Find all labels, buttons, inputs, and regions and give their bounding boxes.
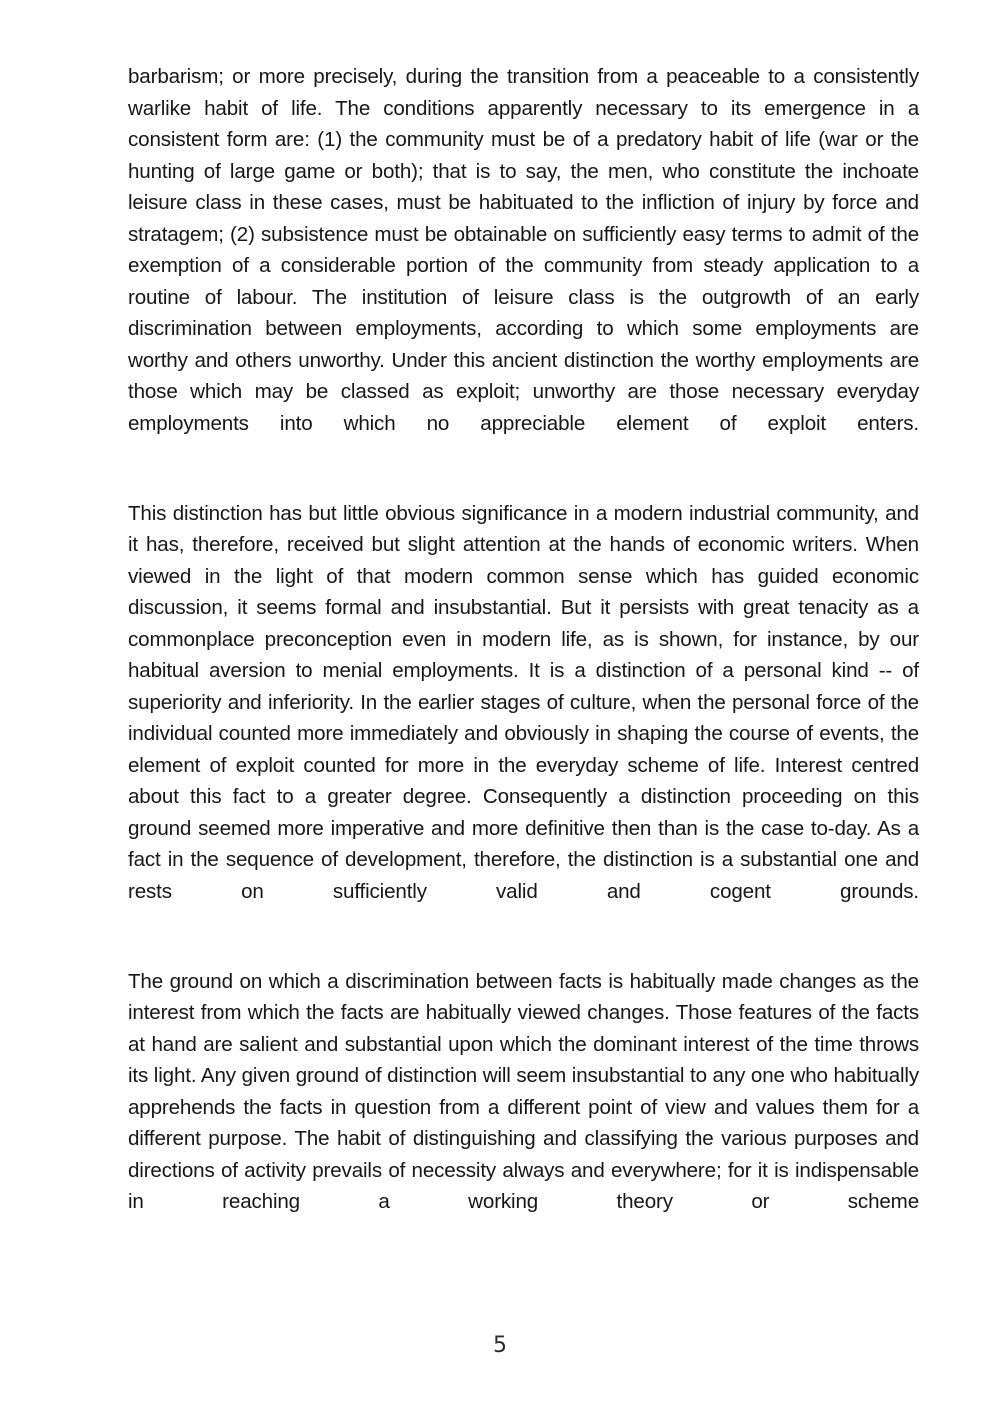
- page-number: 5: [493, 1333, 507, 1358]
- body-paragraph-2: This distinction has but little obvious significance in a modern industrial community, and it has, therefore, received but slight attention at the hands of economic writers. When viewed in the light of that modern common sense which has guided economic discussion, it seems formal and insubstantial. But it persists with great tenacity as a commonplace preconception even in modern life, as is shown, for instance, by our habitual aversion to menial employments. It is a distinction of a personal kind -- of superiority and inferiority. In the earlier stages of culture, when the personal force of the individual counted more immediately and obviously in shaping the course of events, the element of exploit counted for more in the everyday scheme of life. Interest centred about this fact to a greater degree. Consequently a distinction proceeding on this ground seemed more imperative and more definitive then than is the case to-day. As a fact in the sequence of development, therefore, the distinction is a substantial one and rests on sufficiently valid and cogent grounds.: [128, 501, 919, 903]
- body-paragraph-1: barbarism; or more precisely, during the transition from a peaceable to a consistently warlike habit of life. The conditions apparently necessary to its emergence in a consistent form are: (1) the community must be of a predatory habit of life (war or the hunting of large game or both); that is to say, the men, who constitute the inchoate leisure class in these cases, must be habituated to the infliction of injury by force and stratagem; (2) subsistence must be obtainable on sufficiently easy terms to admit of the exemption of a considerable portion of the community from steady application to a routine of labour. The institution of leisure class is the outgrowth of an early discrimination between employments, according to which some employments are worthy and others unworthy. Under this ancient distinction the worthy employments are those which may be classed as exploit; unworthy are those necessary everyday employments into which no appreciable element of exploit enters.: [128, 65, 919, 435]
- body-paragraph-3: The ground on which a discrimination between facts is habitually made changes as the interest from which the facts are habitually viewed changes. Those features of the facts at hand are salient and substantial upon which the dominant interest of the time throws its light. Any given ground of distinction will seem insubstantial to any one who habitually apprehends the facts in question from a different point of view and values them for a different purpose. The habit of distinguishing and classifying the various purposes and directions of activity prevails of necessity always and everywhere; for it is indispensable in reaching a working theory or scheme: [128, 969, 919, 1213]
- body-text-column: [128, 61, 919, 1249]
